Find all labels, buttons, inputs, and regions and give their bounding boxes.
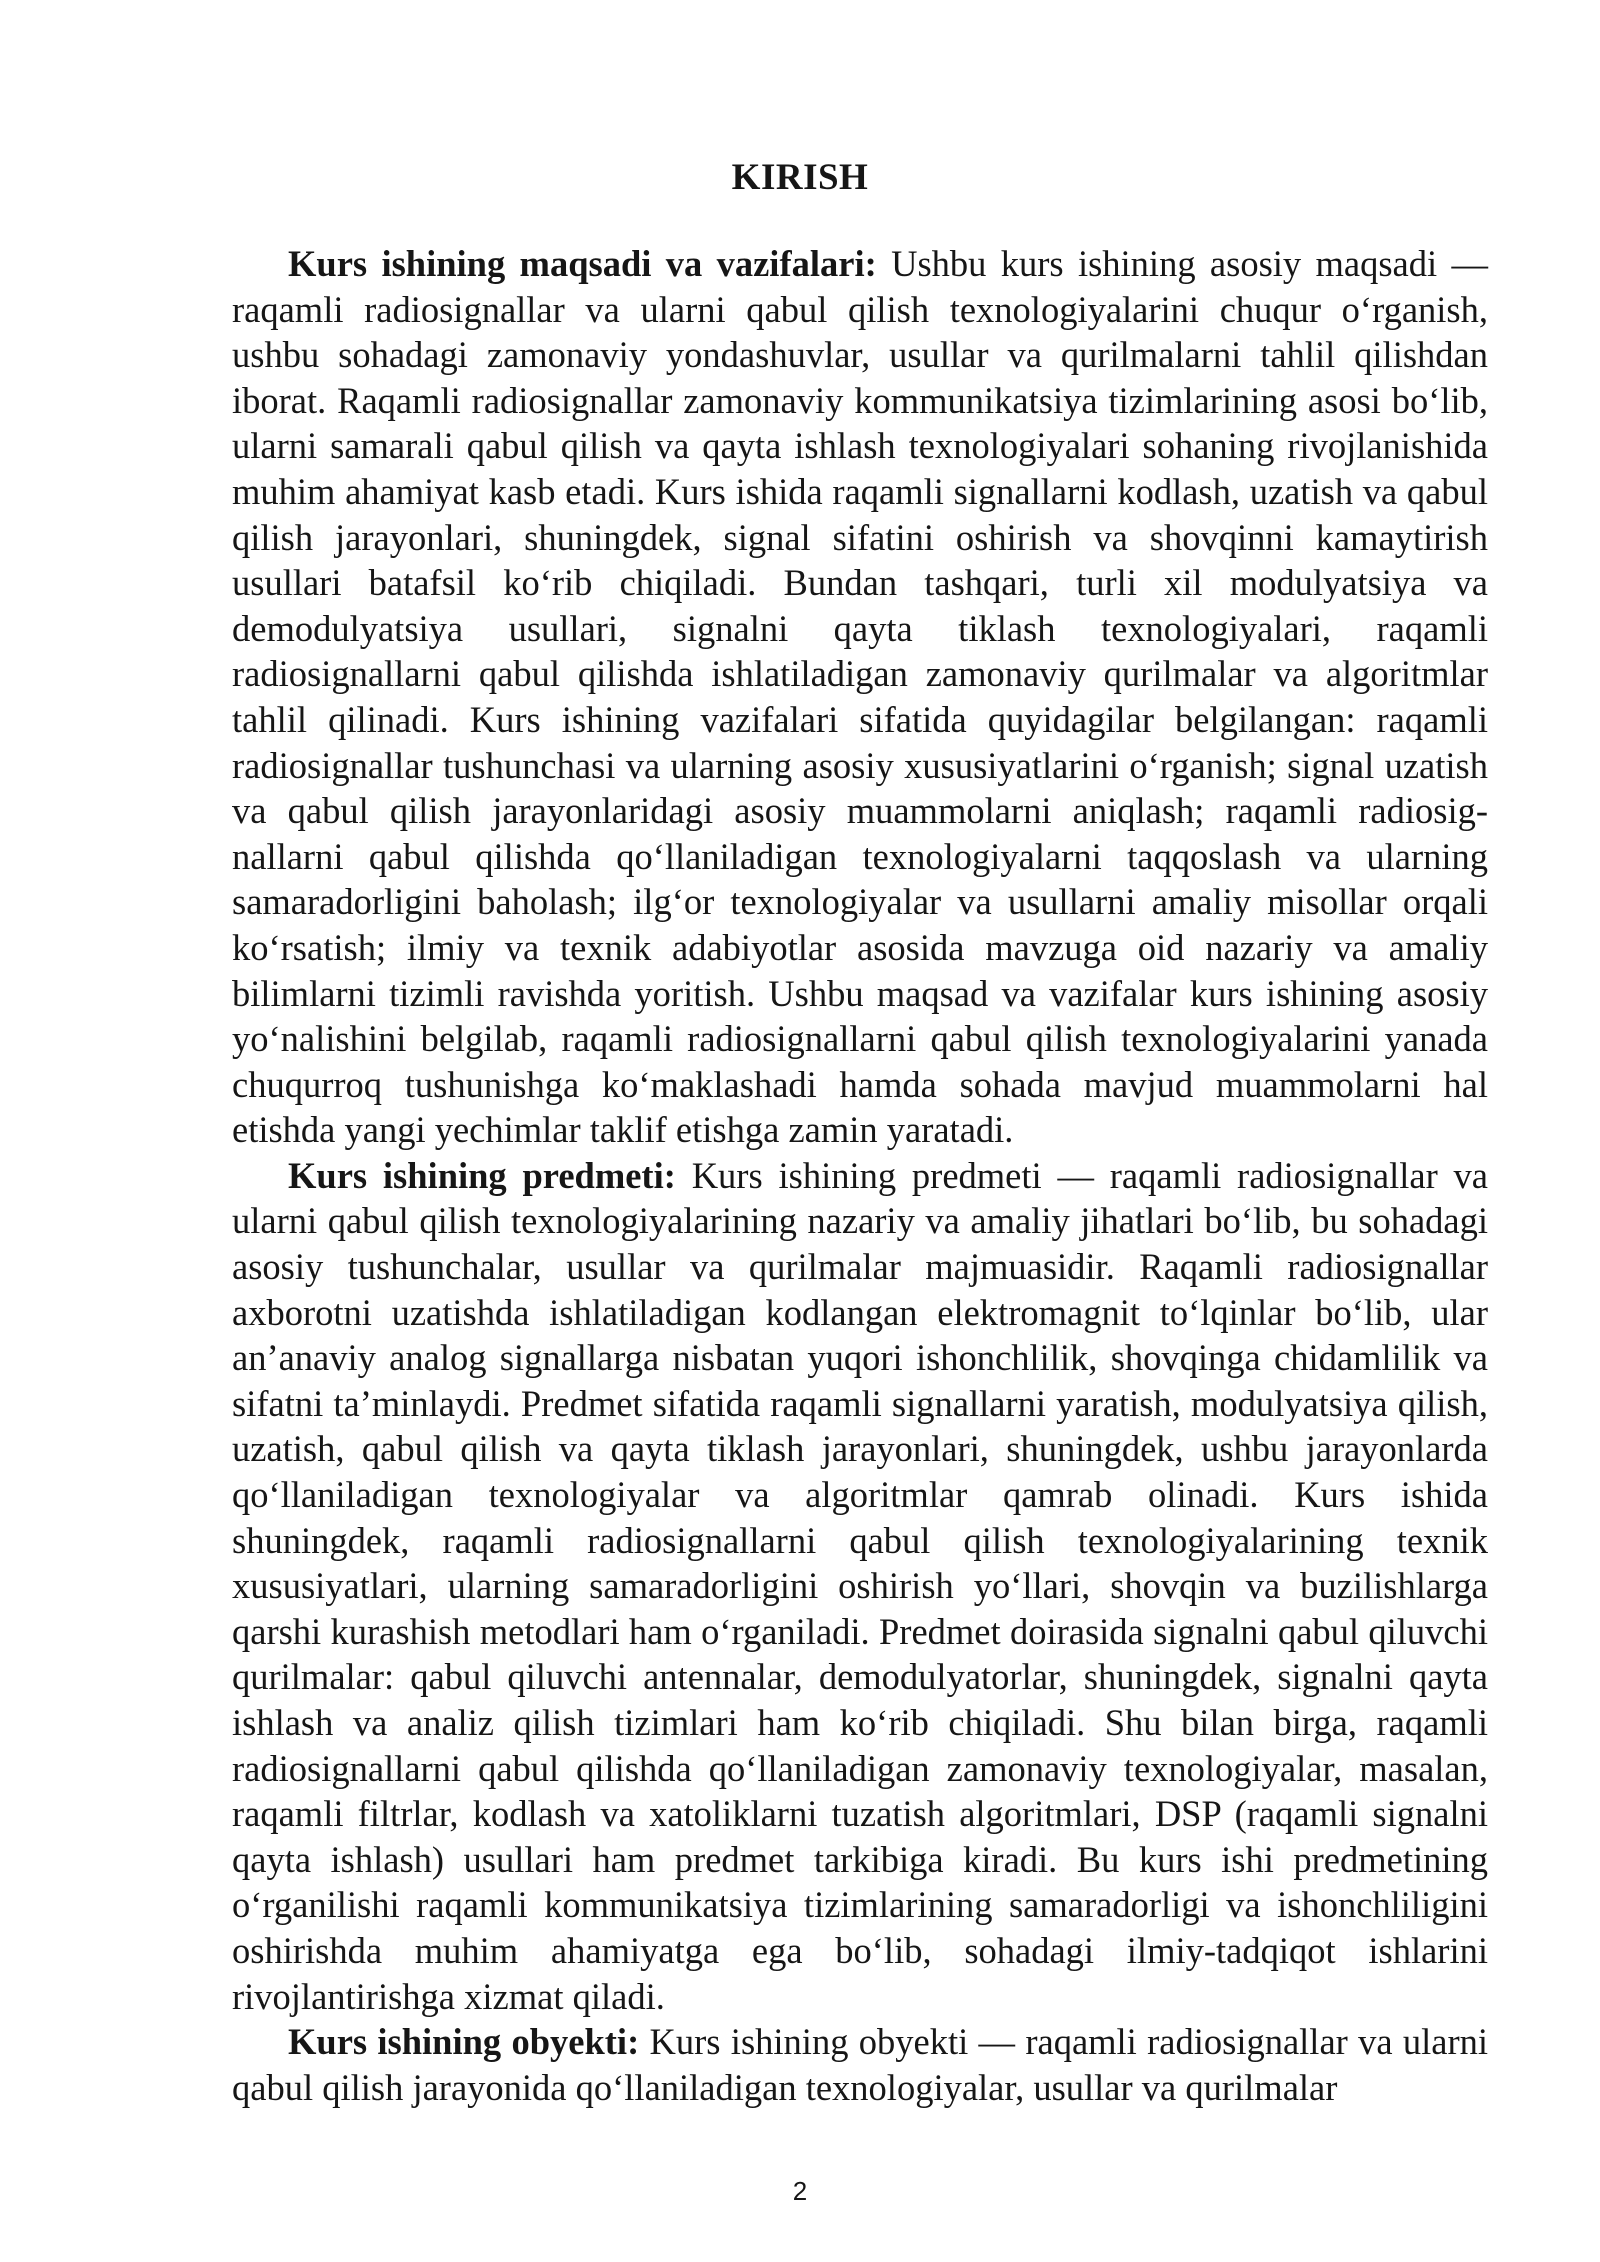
paragraph-heading: Kurs ishining obyekti: [288,2021,640,2063]
page-number: 2 [792,2176,808,2206]
paragraph-text: Kurs ishining obyekti — raqamli radiosignallar va ularni qabul qilish jarayonida qo‘llaniladigan texnologiyalar, usullar va qurilmalar [232,2021,1488,2108]
paragraph-heading: Kurs ishining predmeti: [288,1154,676,1196]
page-title: KIRISH [731,157,869,198]
paragraph-subject [232,1153,1488,2019]
paragraph-heading: Kurs ishining maqsadi va vazifalari: [288,243,877,284]
paragraph-object [232,2019,1488,2110]
document-body [232,241,1488,2110]
paragraph-goals [232,241,1488,1153]
paragraph-text: Kurs ishining predmeti — raqamli radiosignallar va ularni qabul qilish texnologiyalarining nazariy va amaliy jihatlari bo‘lib, bu sohadagi asosiy tushunchalar, usullar va qurilmalar majmuasidir. Raqamli radiosignallar axborotni uzatishda ishlatiladigan kodlangan elektromagnit to‘lqinlar bo‘lib, ular an’anaviy analog signallarga nisbatan yuqori ishonchlilik, shovqinga chidamlilik va sifatni ta’minlaydi. Predmet sifatida raqamli signallarni yaratish, modulyatsiya qilish, uzatish, qabul qilish va qayta tiklash jarayonlari, shuningdek, ushbu jarayonlarda qo‘llaniladigan texnologiyalar va algoritmlar qamrab olinadi. Kurs ishida shuningdek, raqamli radiosignallarni qabul qilish texnologiyalarining texnik xususiyatlari, ularning samaradorligini oshirish yo‘llari, shovqin va buzilishlarga qarshi kurashish metodlari ham o‘rganiladi. Predmet doirasida signalni qabul qiluvchi qurilmalar: qabul qiluvchi antennalar, demodulyatorlar, shuningdek, signalni qayta ishlash va analiz qilish tizimlari ham ko‘rib chiqiladi. Shu bilan birga, raqamli radiosignallarni qabul qilishda qo‘llaniladigan zamonaviy texnologiyalar, masalan, raqamli filtrlar, kodlash va xatoliklarni tuzatish algoritmlari, DSP (raqamli signalni qayta ishlash) usullari ham predmet tarkibiga kiradi. Bu kurs ishi predmetining o‘rganilishi raqamli kommunikatsiya tizimlarining samaradorligi va ishonchliligini oshirishda muhim ahamiyatga ega bo‘lib, sohadagi ilmiy-tadqiqot ishlarini rivojlantirishga xizmat qiladi. [232,1154,1488,2017]
paragraph-text: Ushbu kurs ishining asosiy maqsadi — raqamli radiosignallar va ularni qabul qilish texnologiyalarini chuqur o‘rganish, ushbu sohadagi zamonaviy yondashuvlar, usullar va qurilmalarni tahlil qilishdan iborat. Raqamli radiosignallar zamonaviy kommunikatsiya tizimlarining asosi bo‘lib, ularni samarali qabul qilish va qayta ishlash texnologiyalari sohaning rivojlanishida muhim ahamiyat kasb etadi. Kurs ishida raqamli signallarni kodlash, uzatish va qabul qilish jarayonlari, shuningdek, signal sifatini oshirish va shovqinni kamaytirish usullari batafsil ko‘rib chiqiladi. Bundan tashqari, turli xil modulyatsiya va demodulyatsiya usullari, signalni qayta tiklash texnologiyalari, raqamli radiosignallarni qabul qilishda ishlatiladigan zamonaviy qurilmalar va algoritmlar tahlil qilinadi. Kurs ishining vazifalari sifatida quyidagilar belgilangan: raqamli radiosignallar tushunchasi va ularning asosiy xususiyatlarini o‘rganish; signal uzatish va qabul qilish jarayonlaridagi asosiy muammolarni aniqlash; raqamli radiosignallarni qabul qilishda qo‘llaniladigan texnologiyalarni taqqoslash va ularning samaradorligini baholash; ilg‘or texnologiyalar va usullarni amaliy misollar orqali ko‘rsatish; ilmiy va texnik adabiyotlar asosida mavzuga oid nazariy va amaliy bilimlarni tizimli ravishda yoritish. Ushbu maqsad va vazifalar kurs ishining asosiy yo‘nalishini belgilab, raqamli radiosignallarni qabul qilish texnologiyalarini yanada chuqurroq tushunishga ko‘maklashadi hamda sohada mavjud muammolarni hal etishda yangi yechimlar taklif etishga zamin yaratadi. [232,243,1488,1151]
